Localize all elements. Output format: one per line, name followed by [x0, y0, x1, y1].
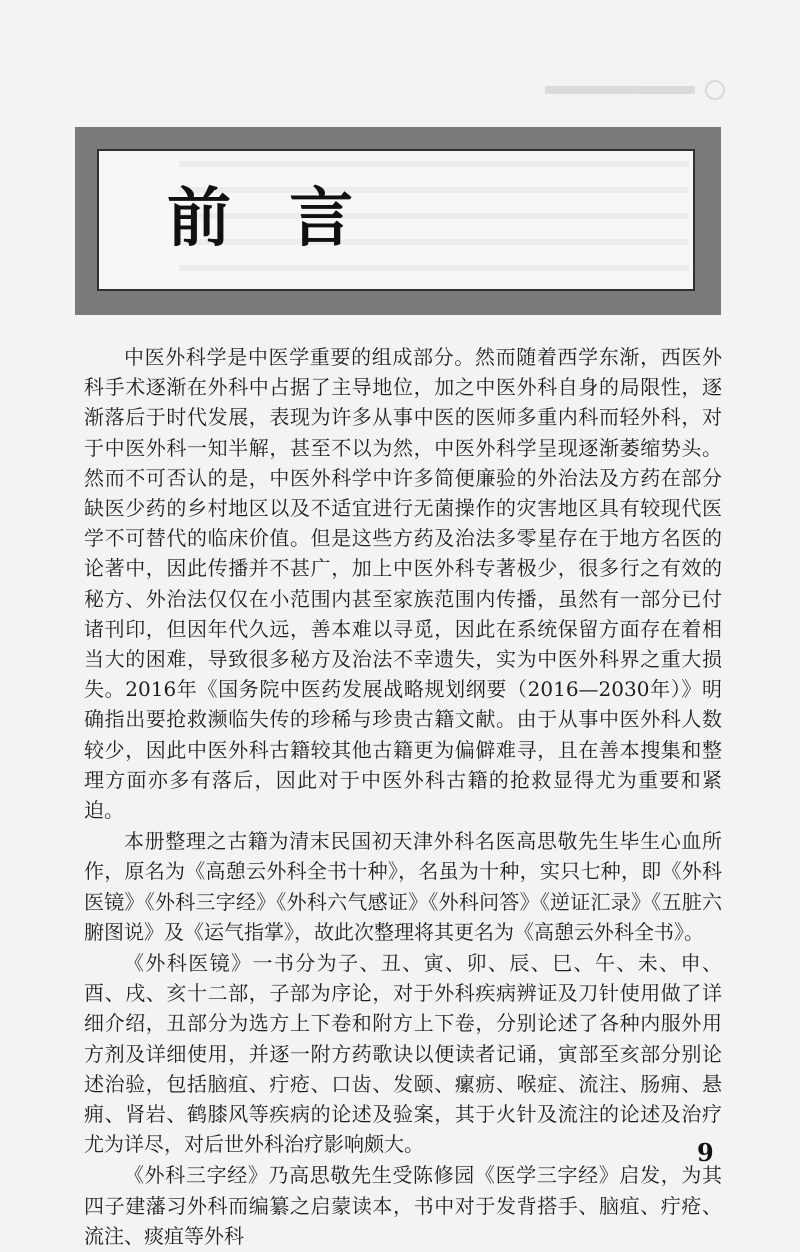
- bleed-through-header: [545, 80, 745, 104]
- bleed-through-line: [179, 265, 689, 271]
- paragraph: 中医外科学是中医学重要的组成部分。然而随着西学东渐，西医外科手术逐渐在外科中占据了主导地位，加之中医外科自身的局限性，逐渐落后于时代发展，表现为许多从事中医的医师多重内科而轻外科，对于中医外科一知半解，甚至不以为然，中医外科学呈现逐渐萎缩势头。然而不可否认的是，中医外科学中许多简便廉验的外治法及方药在部分缺医少药的乡村地区以及不适宜进行无菌操作的灾害地区具有较现代医学不可替代的临床价值。但是这些方药及治法多零星存在于地方名医的论著中，因此传播并不甚广，加上中医外科专著极少，很多行之有效的秘方、外治法仅仅在小范围内甚至家族范围内传播，虽然有一部分已付诸刊印，但因年代久远，善本难以寻觅，因此在系统保留方面存在着相当大的困难，导致很多秘方及治法不幸遗失，实为中医外科界之重大损失。2016年《国务院中医药发展战略规划纲要（2016—2030年）》明确指出要抢救濒临失传的珍稀与珍贵古籍文献。由于从事中医外科人数较少，因此中医外科古籍较其他古籍更为偏僻难寻，且在善本搜集和整理方面亦多有落后，因此对于中医外科古籍的抢救显得尤为重要和紧迫。: [84, 345, 722, 823]
- page-number: 9: [697, 1138, 714, 1167]
- page-title: 前 言: [167, 182, 372, 256]
- paragraph: 本册整理之古籍为清末民国初天津外科名医高思敬先生毕生心血所作，原名为《高憩云外科全书十种》，名虽为十种，实只七种，即《外科医镜》《外科三字经》《外科六气感证》《外科问答》《逆证汇录》《五脏六腑图说》及《运气指掌》，故此次整理将其更名为《高憩云外科全书》。: [84, 829, 722, 944]
- bleed-through-bar: [545, 86, 695, 94]
- bleed-through-circle-icon: [705, 80, 725, 100]
- body-text: [84, 342, 722, 1252]
- title-box: [97, 149, 695, 291]
- bleed-through-line: [179, 161, 689, 167]
- paragraph: 《外科三字经》乃高思敬先生受陈修园《医学三字经》启发，为其四子建藩习外科而编纂之启蒙读本，书中对于发背搭手、脑疽、疔疮、流注、痰疽等外科: [84, 1163, 722, 1248]
- title-frame: [75, 127, 721, 315]
- paragraph: 《外科医镜》一书分为子、丑、寅、卯、辰、巳、午、未、申、酉、戌、亥十二部，子部为序论，对于外科疾病辨证及刀针使用做了详细介绍，丑部分为选方上下卷和附方上下卷，分别论述了各种内服外用方剂及详细使用，并逐一附方药歌诀以便读者记诵，寅部至亥部分别论述治验，包括脑疽、疔疮、口齿、发颐、瘰疬、喉症、流注、肠痈、悬痈、肾岩、鹤膝风等疾病的论述及验案，其于火针及流注的论述及治疗尤为详尽，对后世外科治疗影响颇大。: [84, 951, 722, 1157]
